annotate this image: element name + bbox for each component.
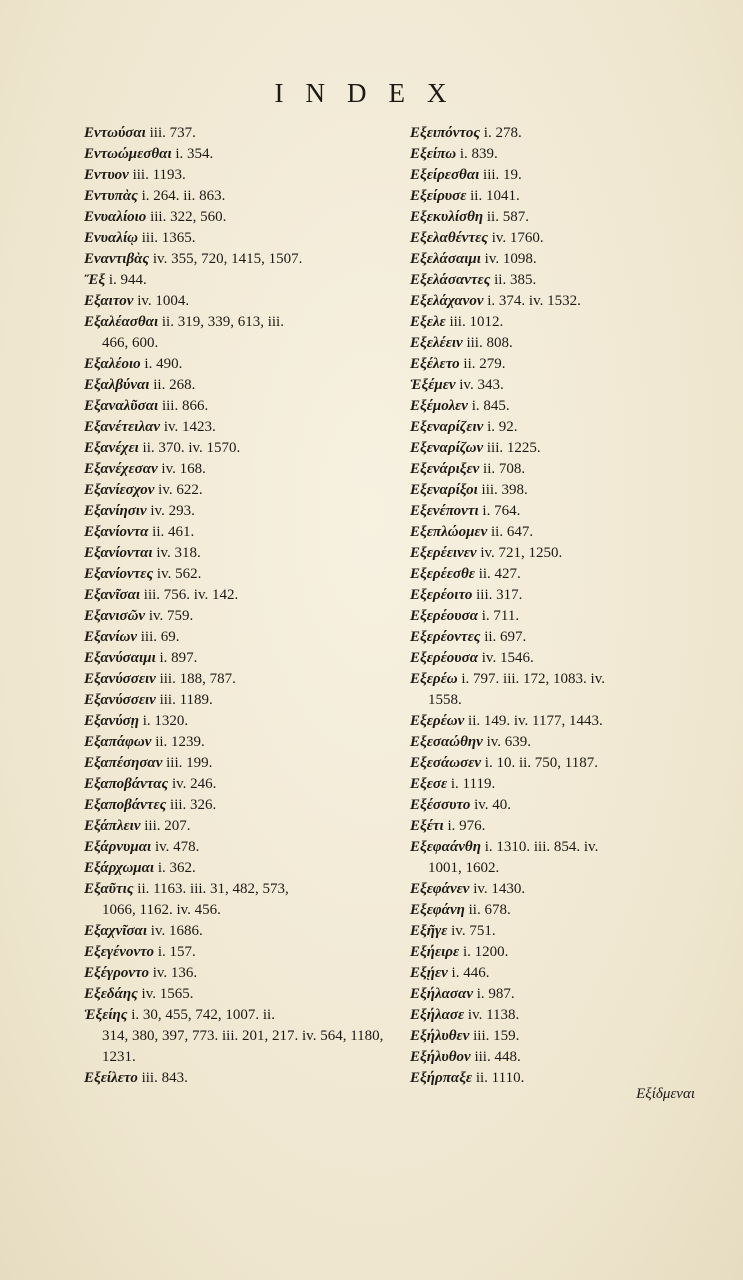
index-references: iii. 19. — [483, 167, 522, 183]
index-entry — [84, 543, 414, 564]
index-entry — [410, 900, 710, 921]
index-references: ii. 647. — [491, 524, 534, 540]
index-entry — [84, 921, 414, 942]
index-headword: Εξείρυσε — [410, 188, 467, 204]
index-entry — [410, 564, 710, 585]
index-references: iv. 1138. — [467, 1007, 520, 1023]
index-entry — [84, 984, 414, 1005]
index-entry — [410, 438, 710, 459]
index-entry — [84, 837, 414, 858]
index-entry — [410, 942, 710, 963]
index-references: iv. 562. — [156, 566, 202, 582]
index-entry — [410, 123, 710, 144]
index-references: iv. 318. — [156, 545, 201, 561]
index-entry — [84, 291, 414, 312]
index-headword: Εξεσαώθην — [410, 734, 483, 750]
index-references: iii. 1225. — [486, 440, 541, 456]
index-headword: Εξελε — [410, 314, 446, 330]
index-entry — [84, 144, 414, 165]
index-entry — [84, 774, 414, 795]
catchword: Εξίδμεναι — [636, 1086, 695, 1102]
index-headword: Εντωώμεσθαι — [84, 146, 172, 162]
index-entry — [84, 627, 414, 648]
index-references: iii. 843. — [141, 1070, 188, 1086]
index-references: i. 1320. — [142, 713, 189, 729]
index-entry — [84, 669, 414, 690]
index-headword: Εξεναρίζειν — [410, 419, 484, 435]
index-headword: Εξαῦτις — [84, 881, 134, 897]
index-references: iii. 326. — [170, 797, 217, 813]
index-column-right — [410, 123, 710, 1089]
index-references: i. 845. — [471, 398, 510, 414]
index-entry — [410, 732, 710, 753]
index-references: i. 897. — [159, 650, 198, 666]
index-references: i. 374. iv. 1532. — [487, 293, 581, 309]
index-references: iv. 1430. — [473, 881, 526, 897]
index-references: i. 711. — [481, 608, 520, 624]
index-entry — [410, 795, 710, 816]
index-headword: Εξανύσσειν — [84, 671, 156, 687]
index-headword: Ενυαλίῳ — [84, 230, 138, 246]
index-references: i. 362. — [157, 860, 196, 876]
index-references: iv. 639. — [486, 734, 532, 750]
index-entry — [410, 711, 710, 732]
index-references: iv. 759. — [148, 608, 194, 624]
index-entry — [410, 816, 710, 837]
index-references: ii. 319, 339, 613, iii. — [161, 314, 284, 330]
index-headword: Εξανῖσαι — [84, 587, 141, 603]
index-entry — [84, 858, 414, 879]
index-headword: Εξανίοντες — [84, 566, 154, 582]
index-entry — [84, 123, 414, 144]
page-header: INDEX — [274, 78, 469, 108]
index-headword: Εξεσε — [410, 776, 448, 792]
index-references: iii. 866. — [161, 398, 209, 414]
index-headword: Εξανίησιν — [84, 503, 147, 519]
index-references: iv. 1686. — [150, 923, 203, 939]
index-headword: Εξάρνυμαι — [84, 839, 152, 855]
index-references: iii. 322, 560. — [150, 209, 227, 225]
index-headword: Εξερέοιτο — [410, 587, 473, 603]
index-headword: Εξελάχανον — [410, 293, 484, 309]
index-references: i. 446. — [451, 965, 490, 981]
index-references: iv. 40. — [474, 797, 512, 813]
index-references: i. 30, 455, 742, 1007. ii. — [131, 1007, 275, 1023]
index-references: ii. 461. — [152, 524, 195, 540]
index-entry — [410, 837, 710, 879]
index-headword: Εξείπω — [410, 146, 457, 162]
index-entry — [84, 438, 414, 459]
index-references: i. 278. — [483, 125, 522, 141]
index-references: iv. 1423. — [163, 419, 216, 435]
index-references: ii. 427. — [478, 566, 521, 582]
index-entry — [410, 984, 710, 1005]
index-references: i. 264. ii. 863. — [141, 188, 226, 204]
index-references: iv. 136. — [152, 965, 198, 981]
index-entry — [84, 228, 414, 249]
index-entry — [84, 879, 414, 921]
index-references: iv. 1004. — [137, 293, 190, 309]
index-headword: Εξήλασε — [410, 1007, 465, 1023]
index-entry — [84, 501, 414, 522]
index-references: ii. 708. — [483, 461, 526, 477]
index-headword: Εντυπὰς — [84, 188, 138, 204]
index-references: iv. 1098. — [484, 251, 537, 267]
index-entry — [84, 522, 414, 543]
index-references: iii. 448. — [474, 1049, 521, 1065]
index-entry — [84, 795, 414, 816]
index-references-continued: 1558. — [428, 692, 462, 708]
index-headword: Εξεσάωσεν — [410, 755, 482, 771]
index-headword: Εξεφάνεν — [410, 881, 470, 897]
index-headword: Εξεναρίξοι — [410, 482, 478, 498]
index-references: iii. 1189. — [159, 692, 213, 708]
index-references: ii. 149. iv. 1177, 1443. — [468, 713, 603, 729]
index-references: iii. 737. — [149, 125, 196, 141]
index-entry — [84, 1068, 414, 1089]
index-entry — [410, 165, 710, 186]
index-headword: Εξαλβύναι — [84, 377, 150, 393]
index-references: i. 1200. — [462, 944, 509, 960]
index-entry — [84, 690, 414, 711]
index-headword: Εξεκυλίσθη — [410, 209, 484, 225]
index-headword: Εντωύσαι — [84, 125, 146, 141]
index-headword: Εξανύσαιμι — [84, 650, 156, 666]
index-references: iv. 721, 1250. — [480, 545, 563, 561]
index-references: i. 1119. — [450, 776, 496, 792]
index-entry — [410, 396, 710, 417]
index-entry — [84, 711, 414, 732]
index-references: iv. 1760. — [491, 230, 544, 246]
index-entry — [84, 417, 414, 438]
index-entry — [84, 1005, 414, 1068]
index-references: i. 354. — [175, 146, 214, 162]
index-entry — [84, 270, 414, 291]
index-references: ii. 678. — [468, 902, 511, 918]
index-headword: Εξαλέοιο — [84, 356, 141, 372]
index-headword: Εξανίονται — [84, 545, 153, 561]
index-headword: Εξενέποντι — [410, 503, 479, 519]
index-headword: Εξείλετο — [84, 1070, 138, 1086]
index-references: ii. 268. — [153, 377, 196, 393]
index-entry — [84, 963, 414, 984]
index-headword: Εξενάριξεν — [410, 461, 480, 477]
index-references-continued: 1066, 1162. iv. 456. — [102, 902, 221, 918]
index-headword: Εξέγροντο — [84, 965, 149, 981]
index-headword: Εξεδάης — [84, 986, 138, 1002]
index-entry — [84, 480, 414, 501]
index-headword: Εξεπλώομεν — [410, 524, 488, 540]
index-references: i. 839. — [459, 146, 498, 162]
index-references: i. 944. — [108, 272, 147, 288]
index-headword: Εξερέουσα — [410, 608, 479, 624]
index-entry — [410, 921, 710, 942]
index-headword: Εξάρχωμαι — [84, 860, 155, 876]
index-headword: Εξαλέασθαι — [84, 314, 159, 330]
index-references: ii. 1110. — [475, 1070, 525, 1086]
index-headword: Εξήλασαν — [410, 986, 473, 1002]
index-entry — [410, 270, 710, 291]
index-references: ii. 1041. — [470, 188, 520, 204]
index-references: iii. 1193. — [132, 167, 186, 183]
index-references: iv. 246. — [171, 776, 217, 792]
index-entry — [410, 501, 710, 522]
index-entry — [84, 459, 414, 480]
index-headword: Εξελέειν — [410, 335, 463, 351]
index-headword: Ἑξέμεν — [410, 377, 456, 393]
index-headword: Εξέτι — [410, 818, 444, 834]
index-headword: Εξαναλῦσαι — [84, 398, 159, 414]
index-references: i. 92. — [487, 419, 518, 435]
index-headword: Εξαιτον — [84, 293, 134, 309]
index-references: ii. 587. — [486, 209, 529, 225]
index-headword: Εξειπόντος — [410, 125, 481, 141]
index-headword: Ἔξ — [84, 272, 106, 288]
index-headword: Εξαποβάντες — [84, 797, 167, 813]
index-headword: Εξερέων — [410, 713, 465, 729]
index-references: iv. 1546. — [481, 650, 534, 666]
index-entry — [410, 585, 710, 606]
index-headword: Εξεγένοντο — [84, 944, 155, 960]
index-headword: Εξερέοντες — [410, 629, 481, 645]
index-references-continued: 314, 380, 397, 773. iii. 201, 217. iv. 564, 1180, 1231. — [102, 1028, 384, 1065]
index-entry — [84, 816, 414, 837]
index-headword: Εξανίεσχον — [84, 482, 155, 498]
index-entry — [410, 417, 710, 438]
index-references: iii. 756. iv. 142. — [143, 587, 239, 603]
index-entry — [84, 564, 414, 585]
index-entry — [84, 165, 414, 186]
index-references: i. 10. ii. 750, 1187. — [484, 755, 598, 771]
index-entry — [84, 648, 414, 669]
index-references: i. 764. — [482, 503, 521, 519]
index-entry — [410, 249, 710, 270]
index-headword: Ἑξείης — [84, 1007, 128, 1023]
index-references: iii. 207. — [144, 818, 191, 834]
index-headword: Εξαπέσησαν — [84, 755, 163, 771]
index-entry — [410, 669, 710, 711]
index-references: iii. 317. — [476, 587, 523, 603]
index-headword: Εξανύσσειν — [84, 692, 156, 708]
index-entry — [84, 585, 414, 606]
index-references: iii. 1012. — [449, 314, 504, 330]
index-entry — [84, 396, 414, 417]
index-headword: Εξείρεσθαι — [410, 167, 480, 183]
index-headword: Εξανίων — [84, 629, 137, 645]
index-entry — [84, 375, 414, 396]
index-headword: Εξήρπαξε — [410, 1070, 473, 1086]
index-headword: Εξάπλειν — [84, 818, 141, 834]
index-headword: Εξεφάνη — [410, 902, 465, 918]
index-headword: Ενυαλίοιο — [84, 209, 147, 225]
index-headword: Εξελάσαντες — [410, 272, 491, 288]
index-headword: Εξαχνῖσαι — [84, 923, 148, 939]
index-headword: Εξερέεσθε — [410, 566, 475, 582]
index-entry — [84, 312, 414, 354]
index-headword: Εξῆγε — [410, 923, 448, 939]
index-headword: Εξανύσῃ — [84, 713, 139, 729]
index-headword: Εξελαθέντες — [410, 230, 488, 246]
index-entry — [410, 354, 710, 375]
index-entry — [84, 354, 414, 375]
index-references: iii. 199. — [166, 755, 213, 771]
index-headword: Εξέλετο — [410, 356, 460, 372]
index-column-left — [84, 123, 414, 1089]
index-references-continued: 466, 600. — [102, 335, 159, 351]
index-entry — [410, 186, 710, 207]
index-headword: Εξερέεινεν — [410, 545, 477, 561]
index-references: iii. 808. — [466, 335, 513, 351]
index-entry — [84, 942, 414, 963]
index-headword: Εξῄεν — [410, 965, 448, 981]
index-entry — [84, 249, 414, 270]
index-references: ii. 1239. — [155, 734, 205, 750]
index-references: iii. 159. — [473, 1028, 520, 1044]
index-references: iv. 355, 720, 1415, 1507. — [152, 251, 303, 267]
index-references: iii. 188, 787. — [159, 671, 236, 687]
index-entry — [84, 732, 414, 753]
index-references: iv. 622. — [158, 482, 203, 498]
index-headword: Εξανισῶν — [84, 608, 146, 624]
index-headword: Εξεφαάνθη — [410, 839, 481, 855]
index-entry — [84, 606, 414, 627]
index-entry — [410, 459, 710, 480]
index-headword: Εξεναρίζων — [410, 440, 484, 456]
index-entry — [84, 186, 414, 207]
index-references: i. 157. — [157, 944, 196, 960]
index-headword: Εξήειρε — [410, 944, 460, 960]
index-headword: Εντυον — [84, 167, 129, 183]
index-headword: Εναντιβὰς — [84, 251, 150, 267]
index-entry — [410, 1005, 710, 1026]
index-entry — [410, 312, 710, 333]
index-entry — [410, 207, 710, 228]
index-entry — [410, 228, 710, 249]
index-references: i. 797. iii. 172, 1083. iv. — [461, 671, 605, 687]
index-entry — [410, 480, 710, 501]
index-headword: Εξανίοντα — [84, 524, 149, 540]
index-entry — [410, 648, 710, 669]
index-references: i. 1310. iii. 854. iv. — [484, 839, 599, 855]
index-entry — [410, 291, 710, 312]
index-entry — [84, 207, 414, 228]
index-entry — [84, 753, 414, 774]
index-entry — [410, 375, 710, 396]
index-references: ii. 279. — [463, 356, 506, 372]
index-references: iii. 398. — [481, 482, 528, 498]
index-headword: Εξαποβάντας — [84, 776, 169, 792]
index-references: i. 490. — [144, 356, 183, 372]
index-entry — [410, 1047, 710, 1068]
index-headword: Εξανέχεσαν — [84, 461, 158, 477]
index-headword: Εξερέω — [410, 671, 458, 687]
index-references: iv. 751. — [451, 923, 496, 939]
index-headword: Εξελάσαιμι — [410, 251, 481, 267]
index-references: iv. 343. — [459, 377, 504, 393]
index-references: iv. 478. — [154, 839, 200, 855]
index-headword: Εξήλυθον — [410, 1049, 471, 1065]
index-headword: Εξήλυθεν — [410, 1028, 470, 1044]
index-entry — [410, 606, 710, 627]
index-entry — [410, 144, 710, 165]
index-references: iv. 168. — [161, 461, 206, 477]
index-entry — [410, 879, 710, 900]
index-headword: Εξαπάφων — [84, 734, 152, 750]
index-references: iii. 1365. — [141, 230, 196, 246]
index-entry — [410, 1026, 710, 1047]
index-headword: Εξέμολεν — [410, 398, 468, 414]
index-references: i. 987. — [476, 986, 515, 1002]
index-headword: Εξέσσυτο — [410, 797, 471, 813]
index-entry — [410, 543, 710, 564]
index-references: ii. 697. — [484, 629, 527, 645]
index-references: ii. 385. — [494, 272, 537, 288]
index-references-continued: 1001, 1602. — [428, 860, 500, 876]
index-headword: Εξανέτειλαν — [84, 419, 161, 435]
index-entry — [410, 774, 710, 795]
index-headword: Εξανέχει — [84, 440, 139, 456]
index-references: ii. 1163. iii. 31, 482, 573, — [137, 881, 289, 897]
index-references: i. 976. — [447, 818, 486, 834]
index-headword: Εξερέουσα — [410, 650, 479, 666]
index-entry — [410, 753, 710, 774]
index-references: ii. 370. iv. 1570. — [142, 440, 241, 456]
index-entry — [410, 963, 710, 984]
index-entry — [410, 333, 710, 354]
index-entry — [410, 627, 710, 648]
index-references: iii. 69. — [140, 629, 180, 645]
index-references: iv. 293. — [150, 503, 195, 519]
index-entry — [410, 522, 710, 543]
index-references: iv. 1565. — [141, 986, 194, 1002]
